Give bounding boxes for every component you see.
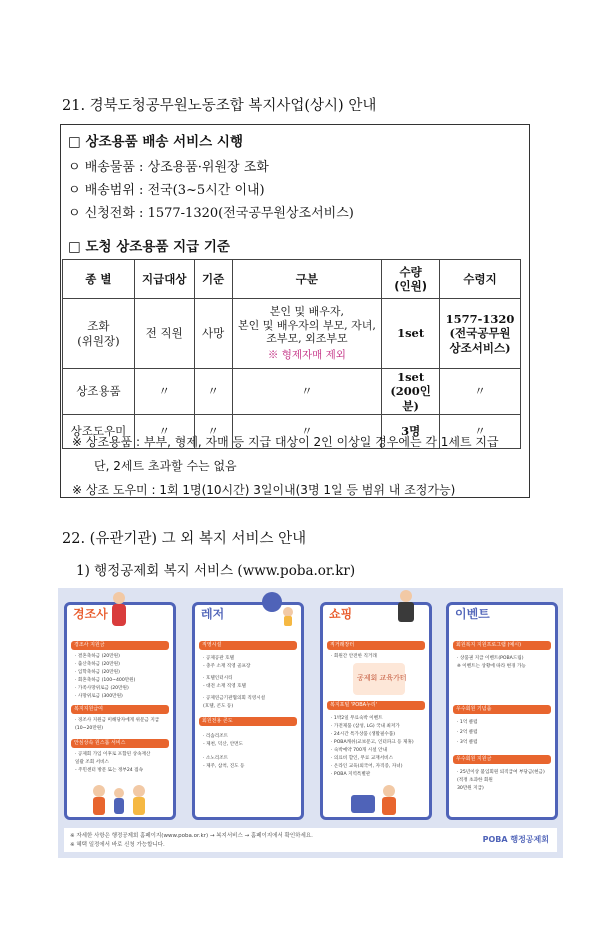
list-item: · 공제회 가입 이후로 포함된 상속재산 [75,752,151,757]
section-label: 경조사 지원금 [71,641,169,650]
cell-place: 1577-1320 (전국공무원 상조서비스) [440,299,521,369]
note-items: ※ 상조용품 : 부부, 형제, 자매 등 지급 대상이 2인 이상일 경우에는 각 1세트 지급 [72,435,499,449]
list-item: · POBA 지역특별관 [331,772,371,777]
section-label: 직거래장터 [327,641,425,650]
list-item: · 회원간 안전한 직거래 [331,654,377,659]
list-item: · 호텔인터시티 [203,676,233,681]
footer-line-2: ※ 혜택 일정에서 바로 신청 가능합니다. [70,842,165,848]
list-item: · 리솜리조트 [203,734,229,739]
panel-condolence [64,602,176,820]
list-item: · 1박2일 무료숙박 이벤트 [331,716,383,721]
panel-leisure [192,602,304,820]
section-21-title: 21. 경북도청공무원노동조합 복지사업(상시) 안내 [62,98,377,114]
table-header-row [63,260,521,299]
cell-ditto: 〃 [440,415,521,449]
criteria-heading: □ 도청 상조용품 지급 기준 [68,239,230,255]
list-item: · 가전제품 (삼성, LG) 국내 최저가 [331,724,400,729]
list-item: - 주민센터 방문 또는 정부24 접속 [75,768,144,773]
section-label: 복지지원급여 [71,705,169,714]
cell-ditto: 〃 [232,369,382,415]
list-item: · 숙박예약 700개 시설 안내 [331,748,388,753]
list-item: 30만원 지급) [457,786,484,791]
list-item: (적정 초과한 회원 [457,778,493,783]
list-item: · POBA캐쉬(교보문고, 인터파크 등 제휴) [331,740,414,745]
list-item: · 소노리조트 [203,756,229,761]
col-criterion: 기준 [194,260,232,299]
footer-line-1: ※ 자세한 사항은 행정공제회 홈페이지(www.poba.or.kr) → 복지서비스 → 홈페이지에서 확인하세요. [70,833,313,839]
list-item: · 의료비 할인, 무료 교재서비스 [331,756,394,761]
section-label: 회원복지 지원프로그램 (예시) [453,641,551,650]
shopper-illustration [388,588,424,626]
list-item: · 회혼축하금 (100~400만원) [75,678,136,683]
panel-title: 이벤트 [455,607,490,621]
list-item: (10~20만원) [75,726,103,731]
shopping-illustration [347,781,407,817]
list-item: ※ 이벤트는 상황에 따라 변경 가능 [457,664,526,669]
cell-qty: 3명 [382,415,440,449]
col-target: 지급대상 [134,260,194,299]
cell-ditto: 〃 [134,415,194,449]
list-item: 일괄 조회 서비스 [75,760,109,765]
list-item: (호텔, 콘도 등) [203,704,234,709]
list-item: · 24시간 특가상품 (생활필수품) [331,732,396,737]
section-label: 복지포털 'POBA누리' [327,701,425,710]
section-label: 직영시설 [199,641,297,650]
cell-kind: 상조도우미 [63,415,135,449]
list-item: - 대전 소재 직영 호텔 [203,684,246,689]
list-item: · 입학축하금 (20만원) [75,670,120,675]
list-item: · 2억 클럽 [457,730,478,735]
cell-scope [232,299,382,369]
bullet-items: ㅇ 배송물품 : 상조용품·위원장 조화 [68,160,269,175]
bullet-phone: ㅇ 신청전화 : 1577-1320(전국공무원상조서비스) [68,206,354,221]
cell-ditto: 〃 [194,415,232,449]
panel-title: 쇼핑 [329,607,353,621]
list-item: - 제주, 삼척, 진도 등 [203,764,245,769]
direct-market-text: 공제회 교육가터 [357,674,407,682]
cell-kind: 조화 (위원장) [63,299,135,369]
list-item: · 결혼축하금 (20만원) [75,654,120,659]
cell-qty: 1set (200인분) [382,369,440,415]
note-items-limit: 단, 2세트 초과할 수는 없음 [94,459,237,473]
list-item: · 온라인 교육(외국어, 자격증, 자녀) [331,764,403,769]
person-illustration [104,590,134,630]
panel-shopping [320,602,432,820]
section-label: 회원전용 콘도 [199,717,297,726]
col-qty: 수량 (인원) [382,260,440,299]
col-scope: 구분 [232,260,382,299]
cell-kind: 상조용품 [63,369,135,415]
col-place: 수령지 [440,260,521,299]
list-item: · 경조사 지원금 미해당자에게 위문금 지급 [75,718,160,723]
bowling-illustration [258,588,298,628]
table-row [63,299,521,369]
list-item: · 상품권 지급 이벤트(POBA드림) [457,656,524,661]
poba-welfare-banner [58,588,563,858]
list-item: · 출산축하금 (20만원) [75,662,120,667]
banner-footer [64,828,557,852]
scope-text: 본인 및 배우자, 본인 및 배우자의 부모, 자녀, 조부모, 외조부모 [237,304,376,346]
criteria-table [62,259,521,449]
section-label: 우수회원 지원금 [453,755,551,764]
section-22-subtitle: 1) 행정공제회 복지 서비스 (www.poba.or.kr) [76,563,356,579]
cell-ditto: 〃 [440,369,521,415]
section-label: 안심상속 원스톱 서비스 [71,739,169,748]
list-item: · 1억 클럽 [457,720,478,725]
list-item: · 가족사망위로금 (20만원) [75,686,129,691]
cell-ditto: 〃 [232,415,382,449]
list-item: · 3억 클럽 [457,740,478,745]
scope-note: ※ 형제자매 제외 [267,349,346,362]
list-item: · 사망위로금 (300만원) [75,694,123,699]
cell-criterion: 사망 [194,299,232,369]
cell-target: 전 직원 [134,299,194,369]
bullet-range: ㅇ 배송범위 : 전국(3~5시간 이내) [68,183,265,198]
cell-qty: 1set [382,299,440,369]
list-item: - 제천, 덕산, 안면도 [203,742,244,747]
section-22-title: 22. (유관기관) 그 외 복지 서비스 안내 [62,531,307,547]
list-item: · 공제연금기관협의회 직영시설 [203,696,266,701]
cell-ditto: 〃 [194,369,232,415]
list-item: · 공제공관 호텔 [203,656,235,661]
col-kind: 종 별 [63,260,135,299]
panel-event [446,602,558,820]
delivery-heading: □ 상조용품 배송 서비스 시행 [68,134,244,150]
table-row [63,369,521,415]
direct-market-logo [353,663,405,695]
list-item: - 충주 소재 직영 골프장 [203,664,251,669]
section-label: 우수회원 기념품 [453,705,551,714]
cell-ditto: 〃 [134,369,194,415]
family-illustration [85,781,155,817]
poba-logo: POBA 행정공제회 [482,835,549,844]
panel-title: 경조사 [73,607,108,621]
note-helper: ※ 상조 도우미 : 1회 1명(10시간) 3일이내(3명 1일 등 범위 내 조정가능) [72,483,456,497]
panel-title: 레저 [201,607,225,621]
list-item: · 25년이상 불입회원 퇴직급여 부당금(현금) [457,770,545,775]
